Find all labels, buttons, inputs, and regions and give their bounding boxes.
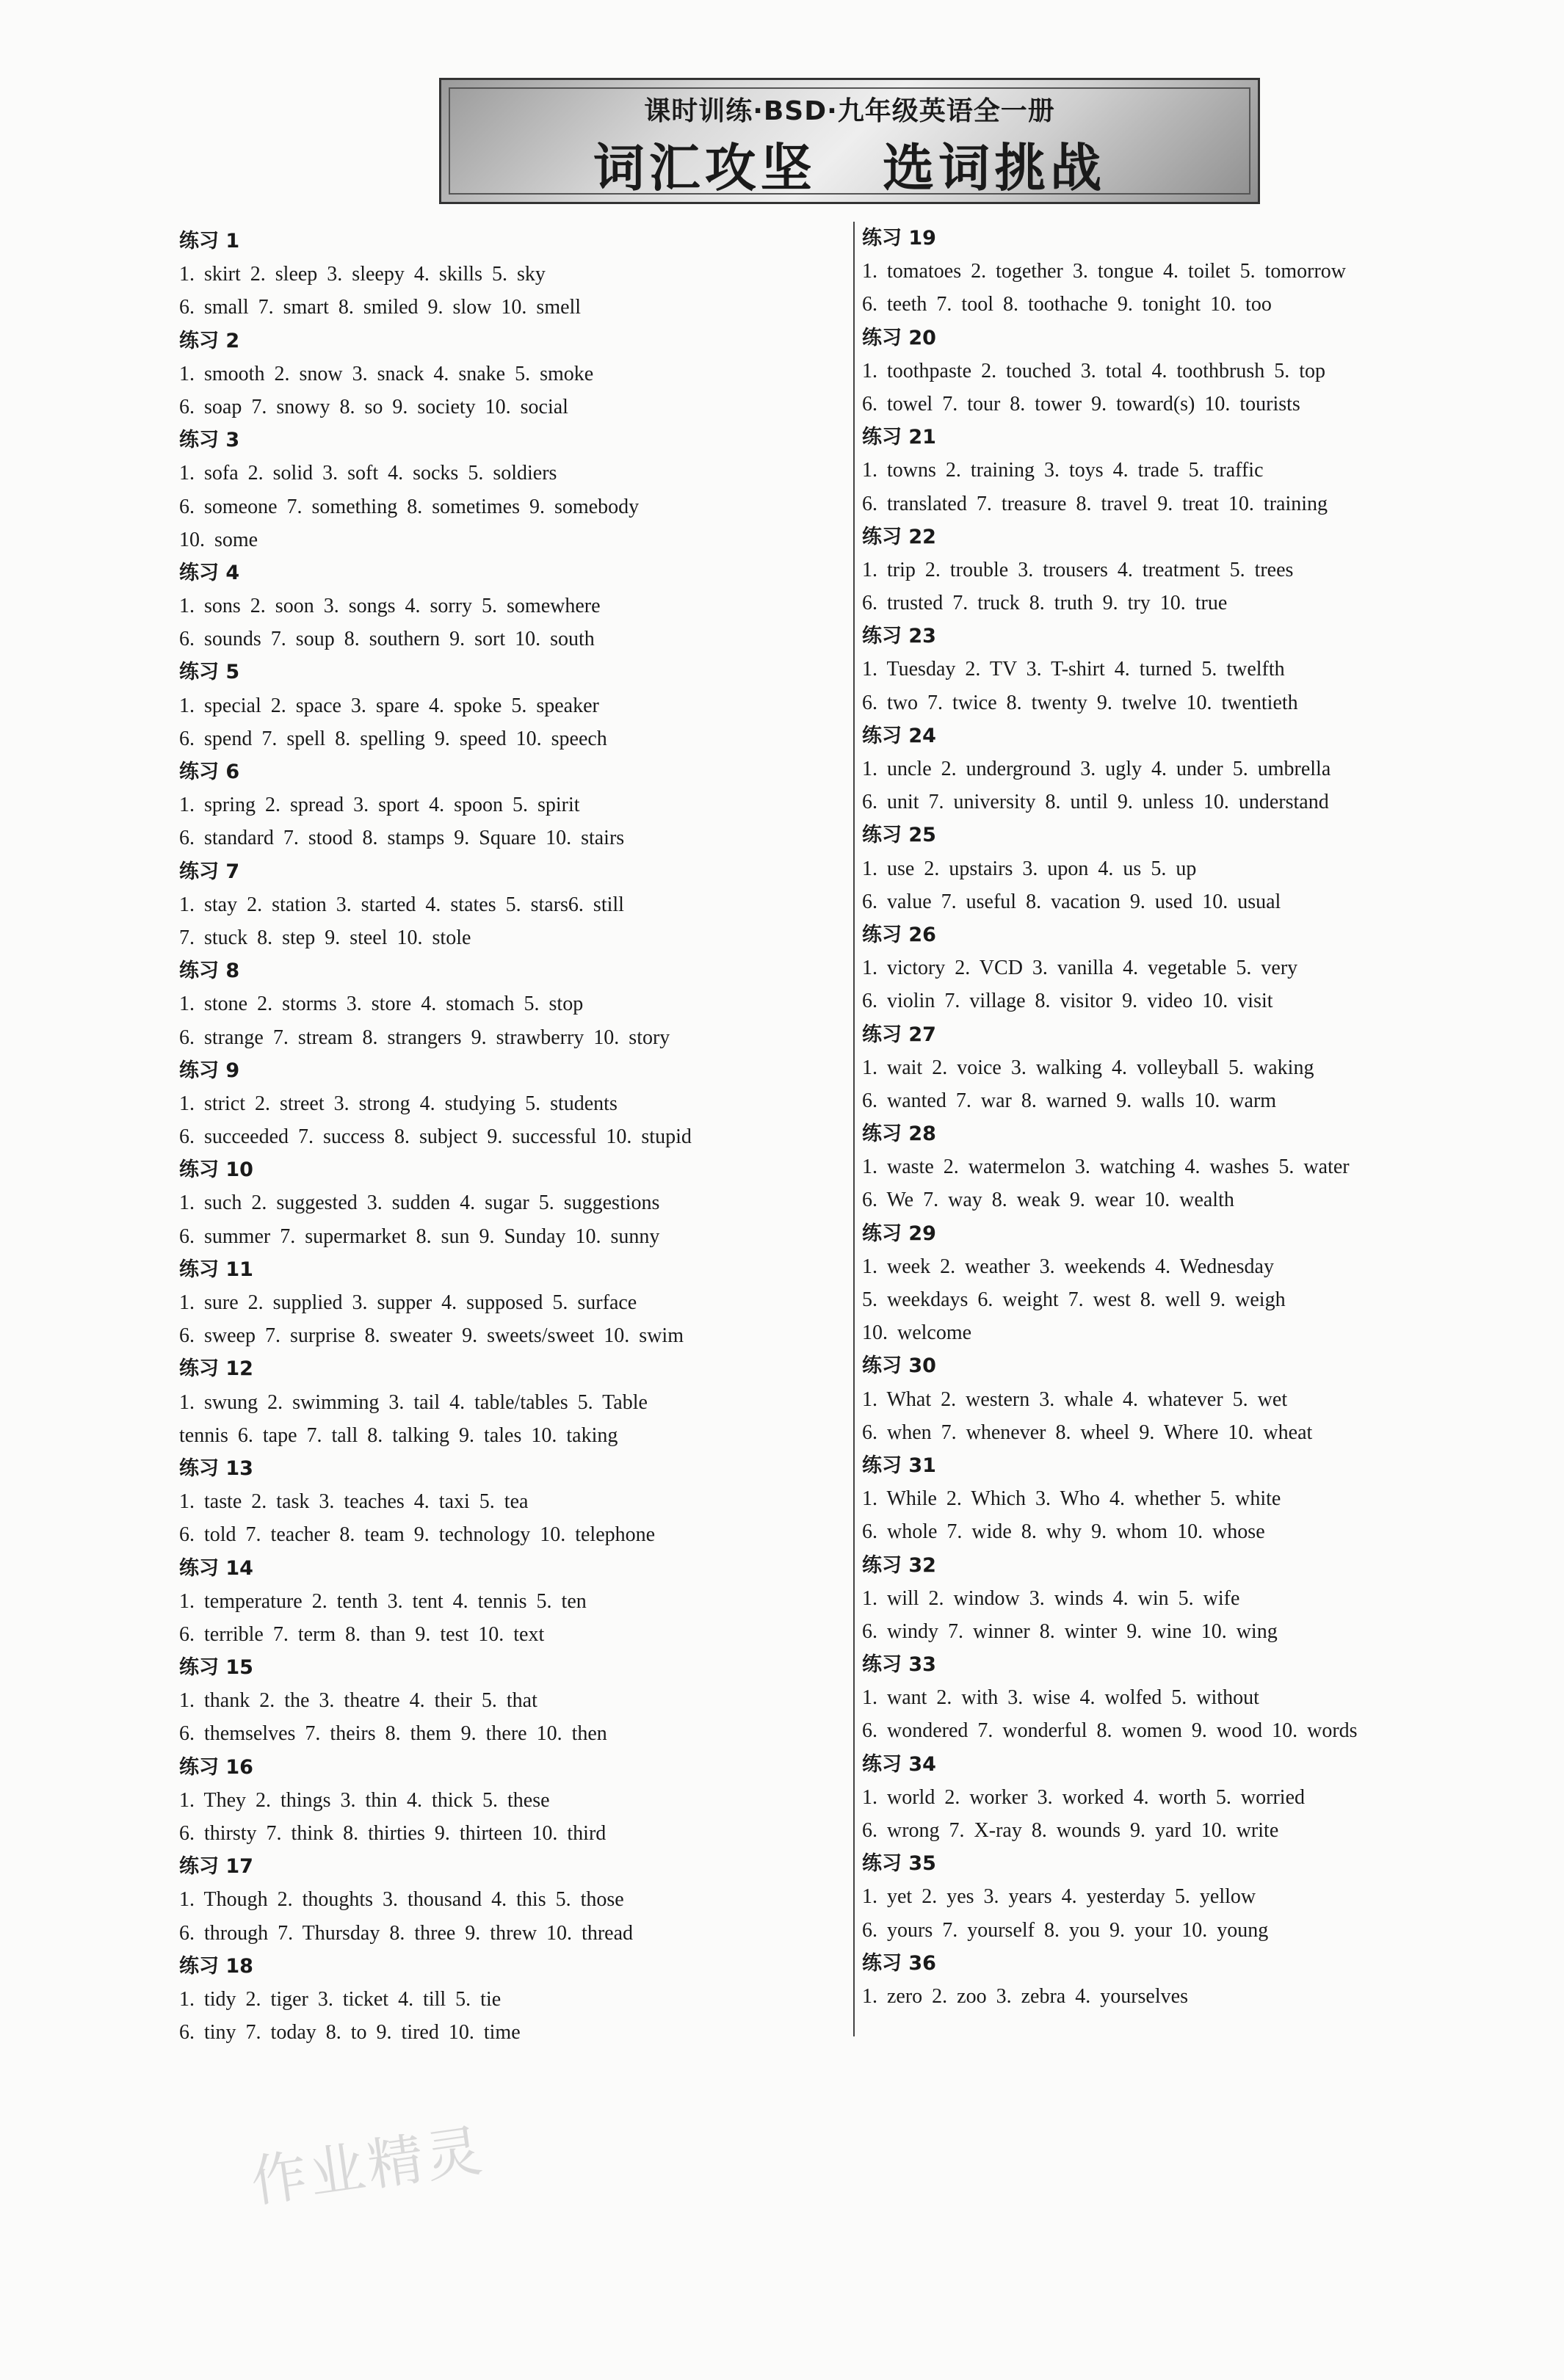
- exercise-block: [862, 719, 1523, 819]
- answer-line: 6. someone 7. something 8. sometimes 9. somebody: [179, 495, 640, 518]
- exercise-block: [179, 1153, 840, 1253]
- answer-line: 6. teeth 7. tool 8. toothache 9. tonight 10. too: [862, 293, 1272, 316]
- exercise-title: 练习 18: [179, 1954, 253, 1978]
- answer-line: 1. yet 2. yes 3. years 4. yesterday 5. yellow: [862, 1885, 1256, 1909]
- exercise-block: [179, 1253, 840, 1353]
- answer-line: 6. strange 7. stream 8. strangers 9. strawberry 10. story: [179, 1026, 670, 1049]
- answer-line: 1. What 2. western 3. whale 4. whatever 5. wet: [862, 1387, 1288, 1411]
- exercise-title: 练习 17: [179, 1855, 253, 1879]
- left-column: [179, 225, 840, 2049]
- exercise-block: [862, 1018, 1523, 1118]
- answer-line: 1. sure 2. supplied 3. supper 4. supposed 5. surface: [179, 1291, 637, 1314]
- exercise-title: 练习 24: [862, 724, 936, 747]
- answer-line: 6. spend 7. spell 8. spelling 9. speed 10. speech: [179, 727, 607, 750]
- exercise-block: [179, 225, 840, 324]
- answer-line: 1. tomatoes 2. together 3. tongue 4. toilet 5. tomorrow: [862, 260, 1347, 283]
- answer-line: 6. told 7. teacher 8. team 9. technology 10. telephone: [179, 1523, 656, 1547]
- answer-line: 6. tiny 7. today 8. to 9. tired 10. time: [179, 2021, 521, 2045]
- exercise-title: 练习 36: [862, 1951, 936, 1975]
- answer-line: 1. stay 2. station 3. started 4. states 5. stars6. still: [179, 893, 624, 916]
- exercise-title: 练习 25: [862, 824, 936, 847]
- answer-line: 6. succeeded 7. success 8. subject 9. successful 10. stupid: [179, 1125, 692, 1149]
- exercise-title: 练习 15: [179, 1656, 253, 1680]
- answer-line: 6. yours 7. yourself 8. you 9. your 10. young: [862, 1918, 1269, 1942]
- watermark-logo: 作业精灵: [247, 2117, 489, 2215]
- answer-line: 6. summer 7. supermarket 8. sun 9. Sunday 10. sunny: [179, 1225, 660, 1248]
- exercise-title: 练习 19: [862, 227, 936, 250]
- exercise-block: [862, 1349, 1523, 1449]
- answer-line: 6. two 7. twice 8. twenty 9. twelve 10. twentieth: [862, 691, 1298, 714]
- exercise-block: [862, 1847, 1523, 1947]
- answer-line: 1. toothpaste 2. touched 3. total 4. toothbrush 5. top: [862, 359, 1326, 382]
- answer-line: 6. sweep 7. surprise 8. sweater 9. sweets/sweet 10. swim: [179, 1324, 684, 1348]
- exercise-title: 练习 12: [179, 1357, 253, 1381]
- answer-line: 6. themselves 7. theirs 8. them 9. there 10. then: [179, 1722, 607, 1746]
- answer-line: 1. sofa 2. solid 3. soft 4. socks 5. soldiers: [179, 462, 557, 485]
- answer-line: 6. We 7. way 8. weak 9. wear 10. wealth: [862, 1189, 1234, 1212]
- answer-line: 6. through 7. Thursday 8. three 9. threw 10. thread: [179, 1921, 634, 1945]
- answer-line: 1. such 2. suggested 3. sudden 4. sugar 5. suggestions: [179, 1191, 660, 1215]
- exercise-block: [862, 1449, 1523, 1549]
- column-divider: [853, 222, 855, 2036]
- answer-line: 1. spring 2. spread 3. sport 4. spoon 5. spirit: [179, 794, 580, 817]
- exercise-block: [179, 656, 840, 755]
- answer-line: 1. wait 2. voice 3. walking 4. volleyball 5. waking: [862, 1056, 1314, 1079]
- answer-line: 1. strict 2. street 3. strong 4. studying 5. students: [179, 1092, 618, 1115]
- exercise-block: [862, 1748, 1523, 1848]
- book-subtitle: 课时训练·BSD·九年级英语全一册: [644, 96, 1055, 126]
- exercise-title: 练习 34: [862, 1752, 936, 1776]
- answer-line: 6. trusted 7. truck 8. truth 9. try 10. true: [862, 592, 1228, 615]
- answer-line: 1. will 2. window 3. winds 4. win 5. wife: [862, 1586, 1240, 1610]
- answer-line: 6. wondered 7. wonderful 8. women 9. wood 10. words: [862, 1719, 1358, 1743]
- section-title: 词汇攻坚 选词挑战: [593, 138, 1107, 198]
- answer-line: 1. temperature 2. tenth 3. tent 4. tennis 5. ten: [179, 1589, 587, 1613]
- answer-line: 1. thank 2. the 3. theatre 4. their 5. that: [179, 1689, 537, 1713]
- answer-line: 1. use 2. upstairs 3. upon 4. us 5. up: [862, 857, 1197, 880]
- exercise-block: [862, 1947, 1523, 2013]
- exercise-block: [862, 1217, 1523, 1350]
- exercise-title: 练习 13: [179, 1456, 253, 1480]
- exercise-title: 练习 20: [862, 326, 936, 349]
- exercise-title: 练习 3: [179, 429, 240, 452]
- exercise-title: 练习 27: [862, 1023, 936, 1046]
- exercise-block: [179, 556, 840, 656]
- answer-line: 1. stone 2. storms 3. store 4. stomach 5. stop: [179, 993, 584, 1016]
- answer-line: 6. terrible 7. term 8. than 9. test 10. text: [179, 1622, 545, 1646]
- answer-line: 6. wanted 7. war 8. warned 9. walls 10. warm: [862, 1089, 1277, 1112]
- exercise-block: [862, 1117, 1523, 1217]
- exercise-block: [862, 1549, 1523, 1649]
- answer-line: 1. zero 2. zoo 3. zebra 4. yourselves: [862, 1984, 1188, 2008]
- exercise-title: 练习 7: [179, 860, 240, 883]
- answer-line: 6. soap 7. snowy 8. so 9. society 10. social: [179, 395, 568, 418]
- answer-line: 6. value 7. useful 8. vacation 9. used 10. usual: [862, 890, 1281, 913]
- answer-line: 1. uncle 2. underground 3. ugly 4. under 5. umbrella: [862, 758, 1331, 780]
- exercise-title: 练习 10: [179, 1158, 253, 1182]
- exercise-title: 练习 33: [862, 1653, 936, 1677]
- exercise-block: [862, 1648, 1523, 1748]
- answer-line: 1. world 2. worker 3. worked 4. worth 5. worried: [862, 1785, 1305, 1809]
- exercise-title: 练习 16: [179, 1755, 253, 1779]
- exercise-block: [179, 324, 840, 424]
- answer-line: 1. week 2. weather 3. weekends 4. Wednesday: [862, 1255, 1274, 1278]
- exercise-title: 练习 29: [862, 1222, 936, 1245]
- exercise-block: [179, 424, 840, 556]
- exercise-block: [179, 855, 840, 955]
- exercise-block: [179, 1552, 840, 1652]
- answer-line: 1. towns 2. training 3. toys 4. trade 5. traffic: [862, 459, 1264, 482]
- answer-line: 6. when 7. whenever 8. wheel 9. Where 10. wheat: [862, 1421, 1313, 1444]
- exercise-title: 练习 8: [179, 959, 240, 983]
- answer-line: 1. swung 2. swimming 3. tail 4. table/tables 5. Table: [179, 1390, 648, 1414]
- exercise-block: [862, 421, 1523, 520]
- exercise-title: 练习 28: [862, 1122, 936, 1146]
- exercise-title: 练习 14: [179, 1556, 253, 1580]
- exercise-block: [862, 322, 1523, 421]
- answer-line: 1. tidy 2. tiger 3. ticket 4. till 5. tie: [179, 1987, 502, 2011]
- exercise-block: [179, 954, 840, 1054]
- exercise-block: [179, 1950, 840, 2050]
- answer-line: 1. want 2. with 3. wise 4. wolfed 5. without: [862, 1686, 1259, 1710]
- answer-line: 6. wrong 7. X-ray 8. wounds 9. yard 10. write: [862, 1819, 1279, 1842]
- exercise-block: [862, 620, 1523, 719]
- answer-line: 1. While 2. Which 3. Who 4. whether 5. white: [862, 1487, 1281, 1511]
- answer-line: 1. taste 2. task 3. teaches 4. taxi 5. tea: [179, 1490, 529, 1514]
- answer-line: 1. trip 2. trouble 3. trousers 4. treatment 5. trees: [862, 558, 1294, 581]
- exercise-title: 练习 9: [179, 1059, 240, 1082]
- answer-line: 6. violin 7. village 8. visitor 9. video 10. visit: [862, 990, 1273, 1013]
- exercise-title: 练习 11: [179, 1258, 253, 1281]
- answer-line: 7. stuck 8. step 9. steel 10. stole: [179, 926, 471, 949]
- exercise-title: 练习 1: [179, 230, 240, 253]
- exercise-title: 练习 4: [179, 561, 240, 584]
- answer-line: 10. welcome: [862, 1321, 972, 1345]
- exercise-block: [179, 1352, 840, 1452]
- answer-line: 1. smooth 2. snow 3. snack 4. snake 5. smoke: [179, 362, 594, 385]
- exercise-block: [179, 1054, 840, 1154]
- answer-line: 1. They 2. things 3. thin 4. thick 5. these: [179, 1788, 550, 1812]
- answer-line: 6. windy 7. winner 8. winter 9. wine 10. wing: [862, 1619, 1278, 1643]
- exercise-block: [862, 819, 1523, 918]
- answer-line: 6. towel 7. tour 8. tower 9. toward(s) 10. tourists: [862, 392, 1300, 416]
- answer-line: 6. sounds 7. soup 8. southern 9. sort 10. south: [179, 628, 595, 651]
- exercise-title: 练习 21: [862, 426, 936, 449]
- exercise-block: [862, 520, 1523, 620]
- exercise-block: [862, 918, 1523, 1018]
- answer-line: 10. some: [179, 528, 258, 551]
- answer-line: 5. weekdays 6. weight 7. west 8. well 9. weigh: [862, 1288, 1286, 1311]
- answer-line: tennis 6. tape 7. tall 8. talking 9. tales 10. taking: [179, 1423, 618, 1447]
- exercise-block: [179, 755, 840, 855]
- right-column: [862, 222, 1523, 2013]
- answer-line: 6. small 7. smart 8. smiled 9. slow 10. smell: [179, 296, 582, 319]
- answer-line: 1. victory 2. VCD 3. vanilla 4. vegetable 5. very: [862, 957, 1298, 980]
- answer-line: 1. waste 2. watermelon 3. watching 4. washes 5. water: [862, 1155, 1350, 1179]
- exercise-title: 练习 23: [862, 625, 936, 648]
- exercise-title: 练习 6: [179, 761, 240, 783]
- exercise-block: [179, 1751, 840, 1851]
- exercise-title: 练习 22: [862, 525, 936, 548]
- answer-line: 6. thirsty 7. think 8. thirties 9. thirteen 10. third: [179, 1822, 607, 1845]
- exercise-title: 练习 2: [179, 329, 240, 352]
- exercise-title: 练习 32: [862, 1553, 936, 1577]
- exercise-title: 练习 26: [862, 923, 936, 946]
- exercise-block: [179, 1651, 840, 1751]
- answer-line: 6. unit 7. university 8. until 9. unless 10. understand: [862, 791, 1329, 814]
- exercise-block: [862, 222, 1523, 322]
- exercise-title: 练习 35: [862, 1852, 936, 1876]
- exercise-block: [179, 1850, 840, 1950]
- answer-line: 1. special 2. space 3. spare 4. spoke 5. speaker: [179, 694, 599, 717]
- answer-line: 6. standard 7. stood 8. stamps 9. Square 10. stairs: [179, 827, 625, 850]
- answer-line: 1. sons 2. soon 3. songs 4. sorry 5. somewhere: [179, 595, 601, 618]
- answer-line: 1. Though 2. thoughts 3. thousand 4. this 5. those: [179, 1888, 624, 1912]
- page-header: [439, 78, 1260, 204]
- answer-line: 6. whole 7. wide 8. why 9. whom 10. whose: [862, 1520, 1265, 1544]
- exercise-title: 练习 5: [179, 661, 240, 684]
- answer-line: 6. translated 7. treasure 8. travel 9. treat 10. training: [862, 492, 1328, 515]
- answer-line: 1. Tuesday 2. TV 3. T-shirt 4. turned 5. twelfth: [862, 658, 1285, 681]
- answer-line: 1. skirt 2. sleep 3. sleepy 4. skills 5. sky: [179, 263, 546, 286]
- exercise-block: [179, 1452, 840, 1552]
- exercise-title: 练习 30: [862, 1354, 936, 1378]
- exercise-title: 练习 31: [862, 1454, 936, 1477]
